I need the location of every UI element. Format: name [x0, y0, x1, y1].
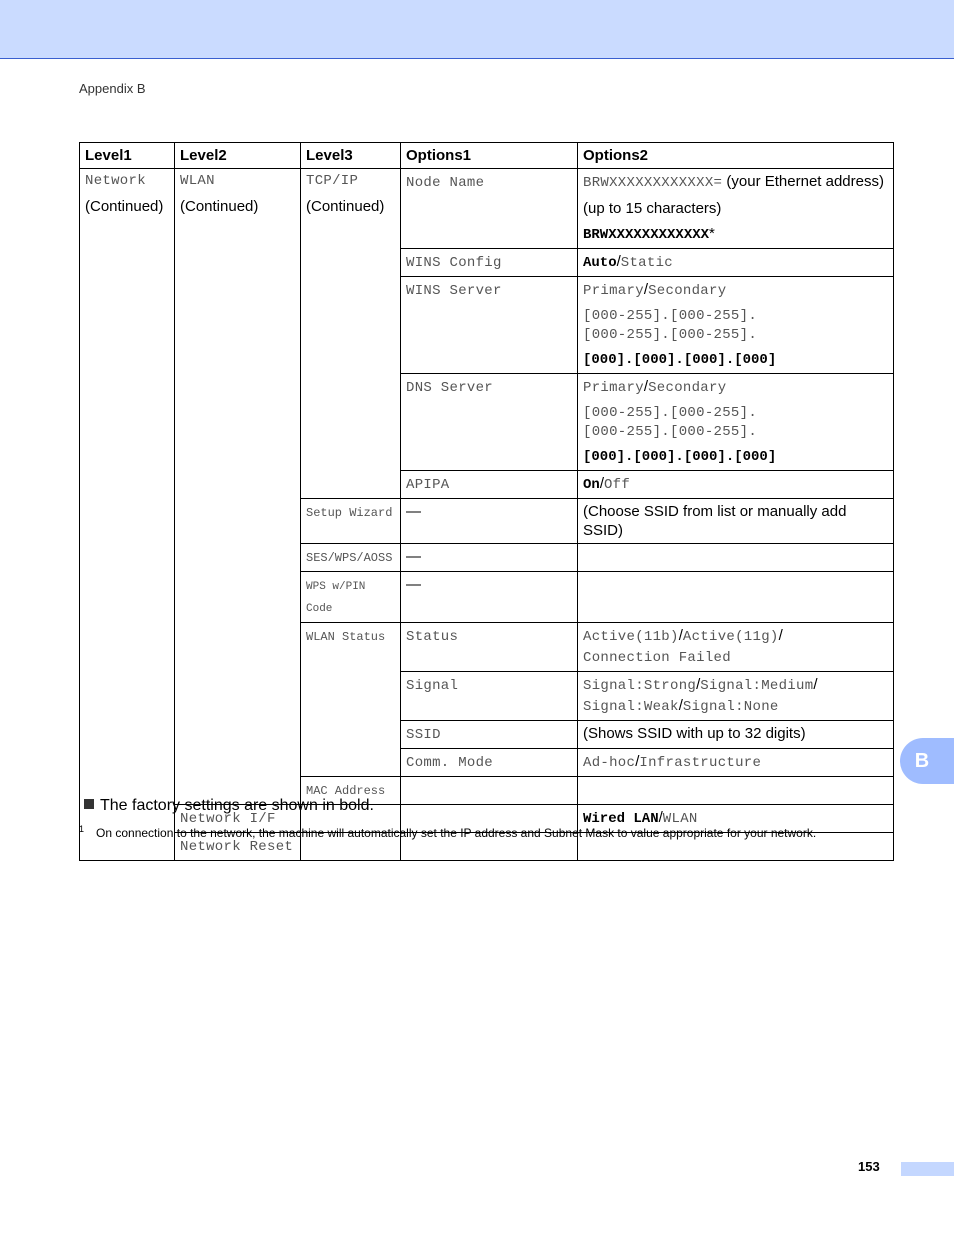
separator: /	[643, 378, 649, 395]
comm-adhoc: Ad-hoc	[583, 755, 636, 771]
apipa-other: Off	[603, 477, 631, 493]
separator: /	[678, 697, 683, 714]
page-number-bar	[901, 1162, 954, 1176]
opt2-dns-server	[578, 374, 894, 471]
separator: /	[678, 627, 683, 644]
opt1-mac	[401, 777, 578, 805]
level3-wlan-status	[301, 623, 401, 777]
opt2-ssid	[578, 721, 894, 749]
dns-range-line2: [000-255].[000-255].	[583, 424, 758, 440]
opt1-wins-config	[401, 249, 578, 277]
status-label: Status	[406, 629, 459, 645]
wins-config-label: WINS Config	[406, 255, 502, 271]
apipa-label: APIPA	[406, 477, 450, 493]
table-row	[80, 169, 894, 249]
opt2-ses	[578, 544, 894, 572]
separator: /	[599, 475, 604, 492]
opt1-setup-wizard	[401, 499, 578, 544]
opt1-ssid	[401, 721, 578, 749]
level1-cell	[80, 169, 175, 861]
separator: /	[813, 676, 818, 693]
level1-note: (Continued)	[85, 198, 164, 215]
wins-range-line1: [000-255].[000-255].	[583, 308, 758, 324]
footnote-text: On connection to the network, the machine will automatically set the IP address and Subnet Mask to value appropriate for your network.	[96, 826, 817, 840]
opt1-wps-pin	[401, 572, 578, 623]
level3-setup-wizard	[301, 499, 401, 544]
comm-mode-label: Comm. Mode	[406, 755, 494, 771]
signal-medium: Signal:Medium	[700, 678, 814, 694]
factory-settings-note	[84, 797, 374, 815]
opt2-apipa	[578, 471, 894, 499]
wins-server-default: [000].[000].[000].[000]	[583, 352, 777, 368]
opt1-comm-mode	[401, 749, 578, 777]
opt1-node-name	[401, 169, 578, 249]
wins-secondary: Secondary	[648, 283, 727, 299]
level3-tcpip: TCP/IP	[306, 173, 359, 189]
node-name-mono: BRWXXXXXXXXXXXX=	[583, 175, 723, 191]
signal-strong: Signal:Strong	[583, 678, 697, 694]
separator: /	[643, 281, 649, 298]
footnote	[79, 826, 899, 840]
dns-server-default: [000].[000].[000].[000]	[583, 449, 777, 465]
header-band	[0, 0, 954, 59]
status-active-11b: Active(11b)	[583, 629, 679, 645]
node-name-default	[583, 224, 888, 245]
factory-settings-text: The factory settings are shown in bold.	[100, 797, 374, 814]
node-name-text: (your Ethernet address)	[722, 173, 884, 190]
wins-range-line2: [000-255].[000-255].	[583, 327, 758, 343]
network-if-label: Network I/F	[180, 811, 276, 827]
opt2-wps-pin	[578, 572, 894, 623]
footnote-mark: 1	[79, 824, 85, 834]
level3-tcpip-cell	[301, 169, 401, 499]
opt2-setup-wizard	[578, 499, 894, 544]
separator: /	[616, 253, 621, 270]
opt1-dns-server	[401, 374, 578, 471]
node-name-default-value: BRWXXXXXXXXXXXX	[583, 227, 710, 243]
dns-primary: Primary	[583, 380, 644, 396]
separator: /	[658, 809, 663, 826]
opt1-status	[401, 623, 578, 672]
wins-server-range	[583, 307, 888, 345]
section-title: Appendix B	[79, 81, 146, 96]
level2-name: WLAN	[180, 173, 215, 189]
settings-table	[79, 142, 894, 861]
level2-note: (Continued)	[180, 198, 259, 215]
opt1-ses	[401, 544, 578, 572]
dns-server-choices	[583, 377, 888, 398]
wins-primary: Primary	[583, 283, 644, 299]
header-options1: Options1	[401, 143, 578, 169]
status-connection-failed: Connection Failed	[583, 650, 731, 666]
comm-infrastructure: Infrastructure	[639, 755, 762, 771]
setup-wizard-label: Setup Wizard	[306, 506, 393, 520]
node-name-desc	[583, 172, 888, 193]
node-name-footnote-marker: *	[709, 225, 715, 242]
wlan-status-label: WLAN Status	[306, 630, 386, 644]
dns-range-line1: [000-255].[000-255].	[583, 405, 758, 421]
dns-secondary: Secondary	[648, 380, 727, 396]
opt2-mac	[578, 777, 894, 805]
ssid-desc: (Shows SSID with up to 32 digits)	[583, 725, 806, 742]
table-header-row	[80, 143, 894, 169]
signal-label: Signal	[406, 678, 459, 694]
opt2-wins-config	[578, 249, 894, 277]
status-active-11g: Active(11g)	[682, 629, 779, 645]
network-if-other: WLAN	[662, 811, 698, 827]
separator: /	[696, 676, 701, 693]
dash: —	[406, 548, 421, 565]
network-if-default: Wired LAN	[583, 811, 659, 827]
opt2-comm-mode	[578, 749, 894, 777]
level1-name: Network	[85, 173, 146, 189]
node-name-limit: (up to 15 characters)	[583, 200, 722, 217]
dash: —	[406, 503, 421, 520]
opt1-signal	[401, 672, 578, 721]
opt2-node-name	[578, 169, 894, 249]
separator: /	[778, 627, 783, 644]
signal-weak: Signal:Weak	[583, 699, 679, 715]
opt2-wins-server	[578, 277, 894, 374]
dns-server-label: DNS Server	[406, 380, 494, 396]
opt2-signal	[578, 672, 894, 721]
network-reset-label: Network Reset	[180, 839, 294, 855]
signal-none: Signal:None	[682, 699, 779, 715]
setup-wizard-desc: (Choose SSID from list or manually add SSID)	[583, 503, 847, 539]
mac-address-label: MAC Address	[306, 784, 386, 798]
node-name-label: Node Name	[406, 175, 485, 191]
apipa-default: On	[583, 477, 600, 493]
header-level3: Level3	[301, 143, 401, 169]
header-level2: Level2	[175, 143, 301, 169]
wins-server-choices	[583, 280, 888, 301]
ssid-label: SSID	[406, 727, 441, 743]
wins-config-default: Auto	[583, 255, 617, 271]
dns-server-range	[583, 404, 888, 442]
level3-tcpip-note: (Continued)	[306, 198, 385, 215]
separator: /	[635, 753, 640, 770]
level3-wps-pin	[301, 572, 401, 623]
dash: —	[406, 576, 421, 593]
header-level1: Level1	[80, 143, 175, 169]
wins-config-other: Static	[620, 255, 673, 271]
opt1-apipa	[401, 471, 578, 499]
wins-server-label: WINS Server	[406, 283, 502, 299]
level2-cell	[175, 169, 301, 805]
ses-label: SES/WPS/AOSS	[306, 551, 393, 565]
header-options2: Options2	[578, 143, 894, 169]
opt2-status	[578, 623, 894, 672]
level3-ses	[301, 544, 401, 572]
appendix-tab: B	[900, 738, 954, 784]
square-bullet-icon	[84, 799, 94, 809]
wps-pin-label: WPS w/PIN Code	[306, 581, 366, 615]
page-number: 153	[858, 1159, 880, 1174]
opt1-wins-server	[401, 277, 578, 374]
